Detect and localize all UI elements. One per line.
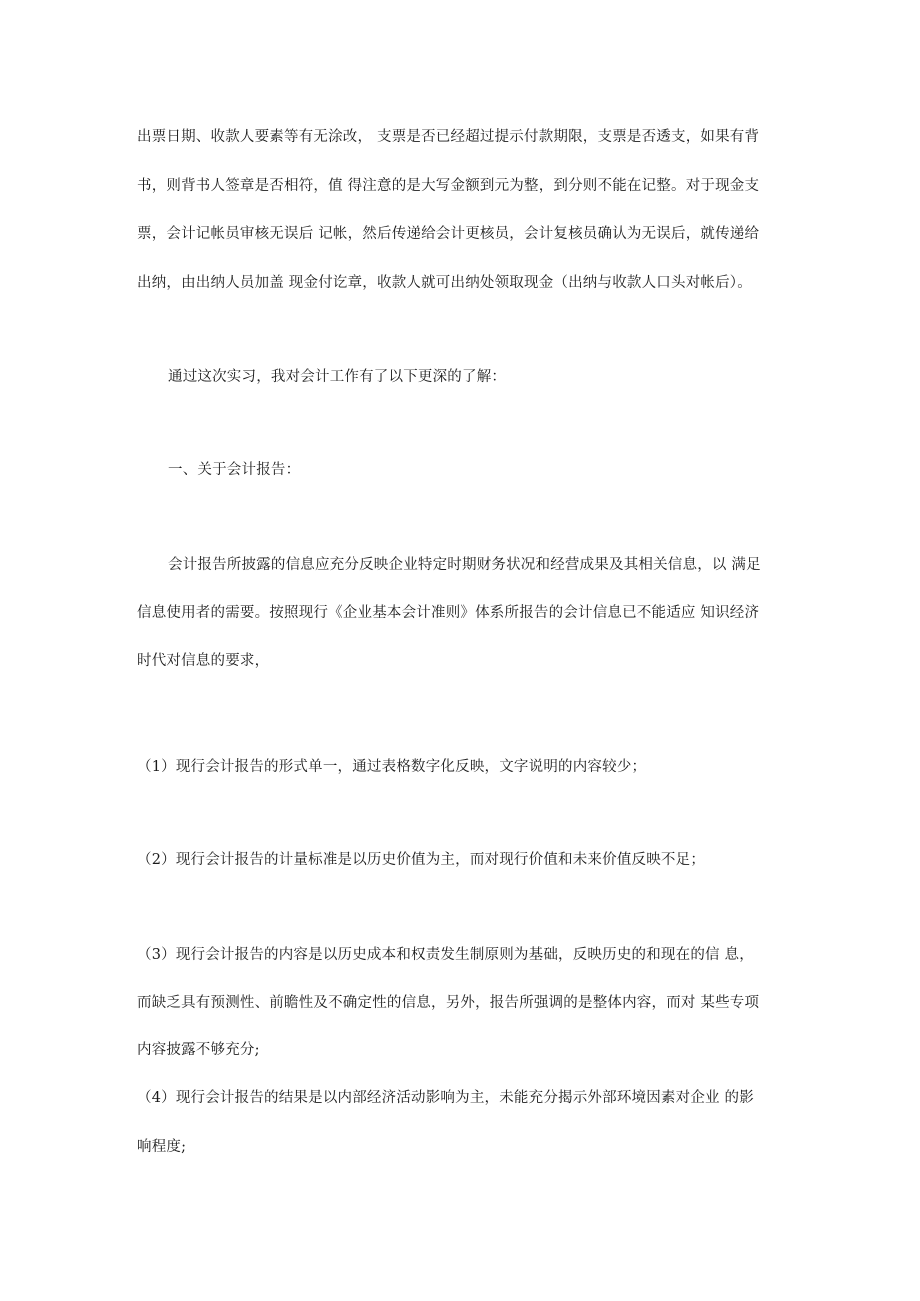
section-heading: 一、关于会计报告： (168, 462, 301, 478)
list-item-4-line-1: （4）现行会计报告的结果是以内部经济活动影响为主，未能充分揭示外部环境因素对企业 的影 (137, 1090, 754, 1106)
report-line-1: 会计报告所披露的信息应充分反映企业特定时期财务状况和经营成果及其相关信息，以 满足 (168, 557, 761, 573)
intro-line-2: 书，则背书人签章是否相符，值 得注意的是大写金额到元为整，到分则不能在记整。对于现金支 (137, 178, 760, 194)
list-item-4-line-2: 响程度; (137, 1139, 187, 1155)
intro-line-1: 出票日期、收款人要素等有无涂改， 支票是否已经超过提示付款期限，支票是否透支，如果有背 (137, 129, 760, 145)
list-item-2: （2）现行会计报告的计量标准是以历史价值为主，而对现行价值和未来价值反映不足； (137, 852, 706, 868)
intro-line-3: 票，会计记帐员审核无误后 记帐，然后传递给会计更核员，会计复核员确认为无误后，就传递给 (137, 226, 760, 242)
report-line-3: 时代对信息的要求， (137, 653, 270, 669)
list-item-3-line-3: 内容披露不够充分; (137, 1042, 260, 1058)
list-item-3-line-1: （3）现行会计报告的内容是以历史成本和权责发生制原则为基础，反映历史的和现在的信 息， (137, 947, 754, 963)
list-item-3-line-2: 而缺乏具有预测性、前瞻性及不确定性的信息，另外，报告所强调的是整体内容，而对 某些专项 (137, 995, 760, 1011)
understanding-paragraph: 通过这次实习，我对会计工作有了以下更深的了解： (168, 369, 507, 385)
intro-line-4: 出纳，由出纳人员加盖 现金付讫章，收款人就可出纳处领取现金（出纳与收款人口头对帐后）。 (137, 275, 752, 291)
list-item-1: （1）现行会计报告的形式单一，通过表格数字化反映，文字说明的内容较少； (137, 759, 647, 775)
report-line-2: 信息使用者的需要。按照现行《企业基本会计准则》体系所报告的会计信息已不能适应 知识经济 (137, 605, 760, 621)
